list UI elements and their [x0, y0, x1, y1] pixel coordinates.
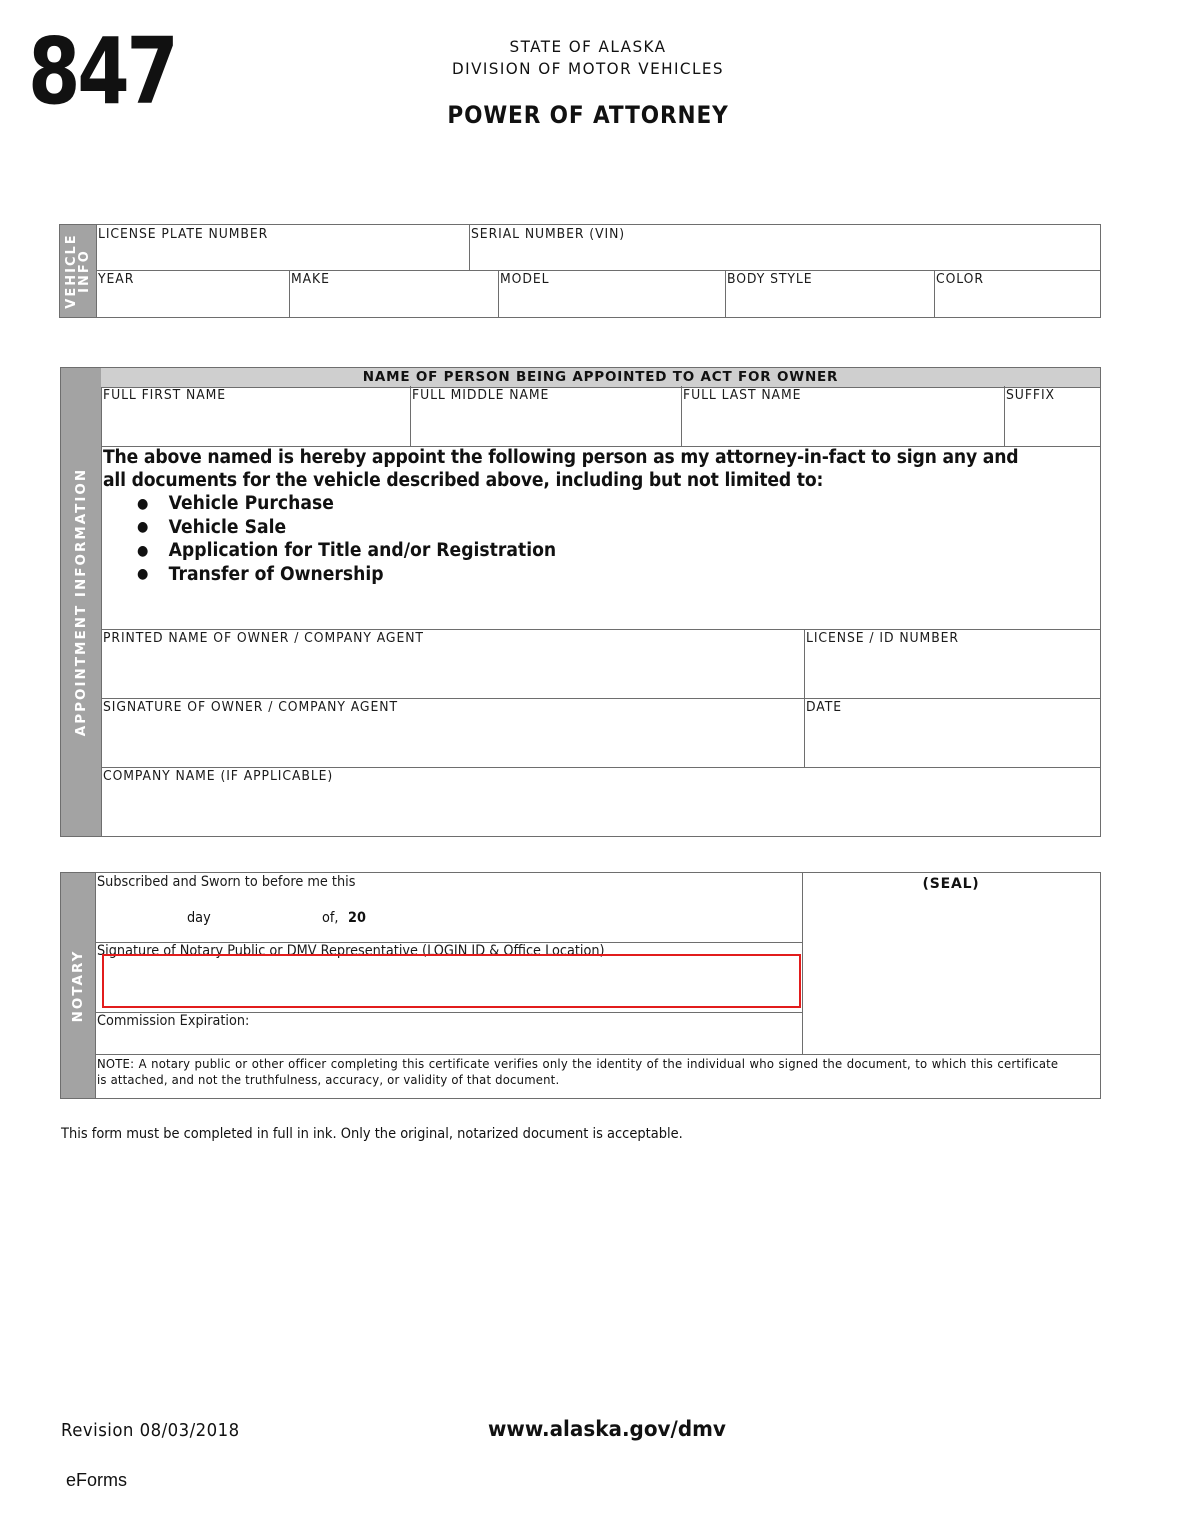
vehicle-info-sidebar	[60, 225, 97, 317]
license-plate-cell	[96, 225, 470, 271]
agency-division: DIVISION OF MOTOR VEHICLES	[452, 59, 724, 78]
license-id-input[interactable]	[804, 647, 1100, 698]
bullet-icon: ●	[137, 542, 149, 559]
page-title: POWER OF ATTORNEY	[447, 101, 729, 129]
model-input[interactable]	[498, 288, 725, 317]
bullet-icon: ●	[137, 566, 149, 582]
middle-name-input[interactable]	[410, 404, 681, 446]
owner-signature-label: SIGNATURE OF OWNER / COMPANY AGENT	[103, 699, 398, 715]
first-name-input[interactable]	[101, 404, 410, 446]
authorization-statement-block	[101, 446, 1100, 630]
license-id-cell	[804, 629, 1100, 699]
vin-cell	[469, 225, 1100, 271]
seal-area	[802, 873, 1100, 1055]
notary-note: NOTE: A notary public or other officer completing this certificate verifies only the identity of the individual who signed the document, to which this certificate is attached, and not the truthfulness, accuracy, or validity of that document.	[97, 1057, 1059, 1087]
appointment-sidebar	[61, 368, 102, 836]
first-name-cell	[101, 386, 411, 447]
seal-label: (SEAL)	[922, 876, 980, 892]
notary-signature-label: Signature of Notary Public or DMV Representative (LOGIN ID & Office Location)	[97, 943, 605, 959]
completion-instructions: This form must be completed in full in ink. Only the original, notarized document is acceptable.	[61, 1126, 683, 1142]
year-cell	[96, 270, 290, 317]
notary-side-label: NOTARY	[70, 949, 86, 1022]
authorization-item: ● Vehicle Sale	[137, 516, 287, 538]
bullet-icon: ●	[137, 495, 149, 512]
authorization-item: ● Vehicle Purchase	[137, 493, 334, 514]
date-label: DATE	[806, 699, 842, 715]
make-cell	[289, 270, 499, 317]
of-label: of,	[322, 910, 339, 926]
bullet-icon: ●	[137, 519, 149, 535]
printed-name-cell	[101, 629, 805, 699]
suffix-input[interactable]	[1004, 404, 1100, 446]
sworn-cell	[95, 873, 803, 943]
body-style-input[interactable]	[725, 288, 934, 317]
company-name-cell	[101, 767, 1100, 836]
color-label: COLOR	[936, 271, 984, 287]
printed-name-label: PRINTED NAME OF OWNER / COMPANY AGENT	[103, 630, 424, 646]
owner-signature-cell	[101, 698, 805, 768]
notary-sidebar	[61, 873, 96, 1098]
appointee-banner: NAME OF PERSON BEING APPOINTED TO ACT FOR OWNER	[101, 368, 1100, 388]
eforms-label: eForms	[66, 1470, 128, 1490]
sworn-text: Subscribed and Sworn to before me this	[97, 874, 356, 890]
website-link[interactable]: www.alaska.gov/dmv	[488, 1417, 726, 1441]
license-plate-input[interactable]	[96, 243, 469, 270]
suffix-cell	[1004, 386, 1100, 447]
body-style-cell	[725, 270, 935, 317]
commission-input[interactable]	[95, 1030, 802, 1054]
revision-date: Revision 08/03/2018	[61, 1420, 240, 1441]
model-cell	[498, 270, 726, 317]
middle-name-label: FULL MIDDLE NAME	[412, 387, 550, 403]
make-input[interactable]	[289, 288, 498, 317]
highlighted-signature-field[interactable]	[102, 954, 801, 1008]
vehicle-info-side-label: VEHICLE INFO	[64, 233, 92, 309]
date-input[interactable]	[804, 716, 1100, 767]
first-name-label: FULL FIRST NAME	[103, 387, 227, 403]
authorization-list	[137, 492, 588, 586]
form-number: 847	[28, 18, 176, 125]
license-plate-label: LICENSE PLATE NUMBER	[98, 226, 269, 242]
suffix-label: SUFFIX	[1006, 387, 1055, 403]
last-name-cell	[681, 386, 1005, 447]
model-label: MODEL	[500, 271, 550, 287]
appointment-side-label: APPOINTMENT INFORMATION	[73, 467, 89, 737]
color-cell	[934, 270, 1100, 317]
last-name-input[interactable]	[681, 404, 1004, 446]
middle-name-cell	[410, 386, 682, 447]
authorization-item: ● Transfer of Ownership	[137, 563, 384, 585]
make-label: MAKE	[291, 271, 330, 287]
year-input[interactable]	[96, 288, 289, 317]
commission-label: Commission Expiration:	[97, 1013, 250, 1029]
body-style-label: BODY STYLE	[727, 271, 813, 287]
company-name-input[interactable]	[101, 785, 1100, 836]
vin-input[interactable]	[469, 243, 1100, 270]
year-prefix: 20	[348, 910, 366, 926]
notary-section	[60, 872, 1101, 1099]
appointment-section	[60, 367, 1101, 837]
company-name-label: COMPANY NAME (IF APPLICABLE)	[103, 768, 334, 784]
day-label: day	[187, 910, 211, 926]
owner-signature-input[interactable]	[101, 716, 804, 767]
printed-name-input[interactable]	[101, 647, 804, 698]
year-label: YEAR	[98, 271, 135, 287]
commission-cell	[95, 1012, 803, 1055]
authorization-statement: The above named is hereby appoint the following person as my attorney-in-fact to sign any and all documents for the vehicle described above, including but not limited to:	[103, 447, 1019, 491]
date-cell	[804, 698, 1100, 768]
notary-note-cell	[95, 1054, 1100, 1098]
last-name-label: FULL LAST NAME	[683, 387, 802, 403]
license-id-label: LICENSE / ID NUMBER	[806, 630, 959, 646]
agency-state: STATE OF ALASKA	[509, 37, 667, 56]
vehicle-info-section	[59, 224, 1101, 318]
color-input[interactable]	[934, 288, 1100, 317]
vin-label: SERIAL NUMBER (VIN)	[471, 226, 626, 242]
authorization-item: ● Application for Title and/or Registration	[137, 540, 557, 561]
